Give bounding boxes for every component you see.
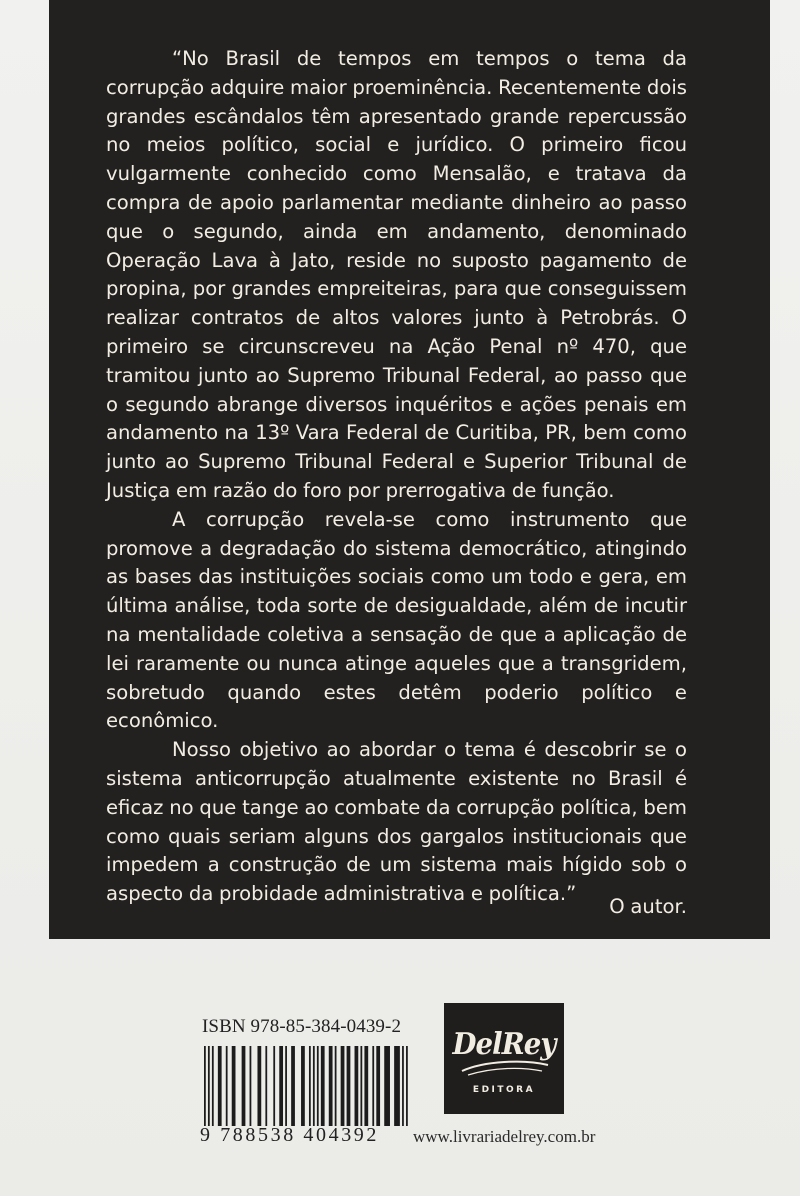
barcode-bar [321,1046,325,1126]
barcode-bar [384,1046,390,1126]
barcode-bar [242,1046,246,1126]
barcode-bar [355,1046,359,1126]
barcode-bar [372,1046,374,1126]
barcode-digits: 9 788538 404392 [200,1124,379,1146]
blurb-paragraph-1: “No Brasil de tempos em tempos o tema da corrupção adquire maior proeminência. Recentemente dois grandes escândalos têm apresentado grande repercussão no meios político, social e jurídico. O primeiro ficou vulgarmente conhecido como Mensalão, e tratava da compra de apoio parlamentar mediante dinheiro ao passo que o segundo, ainda em andamento, denominado Operação Lava à Jato, reside no suposto pagamento de propina, por grandes empreiteiras, para que conseguissem realizar contratos de altos valores junto à Petrobrás. O primeiro se circunscreveu na Ação Penal nº 470, que tramitou junto ao Supremo Tribunal Federal, ao passo que o segundo abrange diversos inquéritos e ações penais em andamento na 13º Vara Federal de Curitiba, PR, bem como junto ao Supremo Tribunal Federal e Superior Tribunal de Justiça em razão do foro por prerrogativa de função. [106,47,687,502]
blurb-author: O autor. [609,895,687,918]
barcode-bar [204,1046,206,1126]
barcode-bar [212,1046,214,1126]
barcode-bar [279,1046,283,1126]
barcode-bar [309,1046,311,1126]
barcode-bar [218,1046,222,1126]
barcode-bar [329,1046,333,1126]
blurb-paragraph-3: Nosso objetivo ao abordar o tema é descobrir se o sistema anticorrupção atualmente existente no Brasil é eficaz no que tange ao combate da corrupção política, bem como quais seriam alguns dos gargalos institucionais que impedem a construção de um sistema mais hígido sob o aspecto da probidade administrativa e política.” [106,738,687,906]
barcode-bar [317,1046,319,1126]
publisher-logo [444,1003,564,1114]
barcode-bar [402,1046,404,1126]
barcode-image [200,1046,412,1126]
barcode-bar [250,1046,252,1126]
barcode-bar [376,1046,380,1126]
isbn-barcode-block [200,1014,412,1147]
barcode-bar [313,1046,315,1126]
publisher-logo-name: DelRey [452,1027,556,1062]
publisher-logo-subtitle: EDITORA [472,1085,536,1095]
barcode-bar [301,1046,305,1126]
barcode-bar [394,1046,400,1126]
barcode-bar [341,1046,345,1126]
barcode-bar [257,1046,261,1126]
barcode-bar [347,1046,351,1126]
barcode-bar [335,1046,337,1126]
barcode-bar [285,1046,287,1126]
barcode-bar [360,1046,362,1126]
blurb-paragraph-2: A corrupção revela-se como instrumento que promove a degradação do sistema democrático, atingindo as bases das instituições sociais como um todo e gera, em última análise, toda sorte de desigualdade, além de incutir na mentalidade coletiva a sensação de que a aplicação de lei raramente ou nunca atinge aqueles que a transgridem, sobretudo quando estes detêm poderio político e econômico. [106,507,687,733]
isbn-label: ISBN 978-85-384-0439-2 [202,1016,402,1037]
barcode-bar [232,1046,236,1126]
publisher-url: www.livrariadelrey.com.br [413,1127,596,1146]
barcode-bar [226,1046,228,1126]
barcode-bar [265,1046,267,1126]
blurb-text [106,45,687,918]
barcode-bar [291,1046,295,1126]
barcode-bar [273,1046,275,1126]
barcode-bar [406,1046,408,1126]
barcode-bar [208,1046,210,1126]
barcode-bar [364,1046,368,1126]
